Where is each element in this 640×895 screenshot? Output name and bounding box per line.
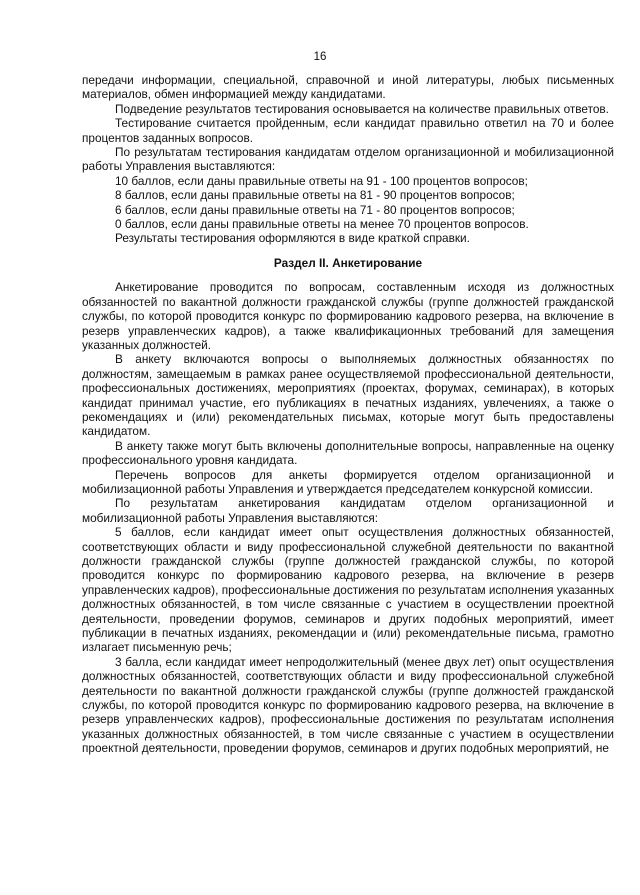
score-item: 10 баллов, если даны правильные ответы на 91 - 100 процентов вопросов; [115, 173, 528, 188]
paragraph: По результатам анкетирования кандидатам отделом организационной и мобилизационной работы Управления выставляются: [82, 496, 614, 525]
paragraph: По результатам тестирования кандидатам отделом организационной и мобилизационной работы Управления выставляются: [82, 145, 614, 174]
paragraph: В анкету также могут быть включены дополнительные вопросы, направленные на оценку профессионального уровня кандидата. [82, 438, 614, 468]
score-item: 8 баллов, если даны правильные ответы на 81 - 90 процентов вопросов; [115, 188, 515, 203]
document-body [82, 73, 614, 756]
paragraph: Тестирование считается пройденным, если кандидат правильно ответил на 70 и более процентов заданных вопросов. [82, 116, 614, 145]
paragraph: Результаты тестирования оформляются в виде краткой справки. [115, 231, 470, 246]
paragraph: передачи информации, специальной, справочной и иной литературы, любых письменных материалов, обмен информацией между кандидатами. [82, 73, 614, 102]
section-heading: Раздел II. Анкетирование [273, 255, 423, 270]
page-number: 16 [313, 51, 327, 63]
paragraph: 5 баллов, если кандидат имеет опыт осуществления должностных обязанностей, соответствующих области и виду профессиональной служебной деятельности по вакантной должности гражданской службы (группе должностей гражданской службы, по которой проводится конкурс по формированию кадрового резерва, на включение в резерв управленческих кадров), профессиональные достижения по результатам исполнения указанных должностных обязанностей, в том числе связанные с участием в осуществлении проектной деятельности, проведении форумов, семинаров и других подобных мероприятий, имеет публикации в печатных изданиях, рекомендации и (или) рекомендательные письма, грамотно излагает письменную речь; [82, 525, 614, 655]
paragraph: 3 балла, если кандидат имеет непродолжительный (менее двух лет) опыт осуществления должностных обязанностей, соответствующих области и виду профессиональной служебной деятельности по вакантной должности гражданской службы (группе должностей гражданской службы, по которой проводится конкурс по формированию кадрового резерва, на включение в резерв управленческих кадров), профессиональные достижения по результатам исполнения указанных должностных обязанностей, в том числе связанные с участием в осуществлении проектной деятельности, проведении форумов, семинаров и других подобных мероприятий, не [82, 654, 614, 756]
score-item: 6 баллов, если даны правильные ответы на 71 - 80 процентов вопросов; [115, 202, 515, 217]
score-item: 0 баллов, если даны правильные ответы на менее 70 процентов вопросов. [115, 217, 529, 232]
paragraph: Перечень вопросов для анкеты формируется отделом организационной и мобилизационной работы Управления и утверждается председателем конкурсной комиссии. [82, 467, 614, 496]
paragraph: Подведение результатов тестирования основывается на количестве правильных ответов. [115, 101, 609, 116]
paragraph: Анкетирование проводится по вопросам, составленным исходя из должностных обязанностей по вакантной должности гражданской службы (группе должностей гражданской службы, по которой проводится конкурс по формированию кадрового резерва, на включение в резерв управленческих кадров), а также квалификационных требований для замещения указанных должностей. [82, 280, 614, 352]
paragraph: В анкету включаются вопросы о выполняемых должностных обязанностях по должностям, замещаемым в рамках ранее осуществляемой профессиональной деятельности, профессиональных достижениях, мероприятиях (проектах, форумах, семинарах), в которых кандидат принимал участие, его публикациях в печатных изданиях, увлечениях, а также о рекомендациях и (или) рекомендательных письмах, которые могут быть предоставлены кандидатом. [82, 352, 614, 439]
